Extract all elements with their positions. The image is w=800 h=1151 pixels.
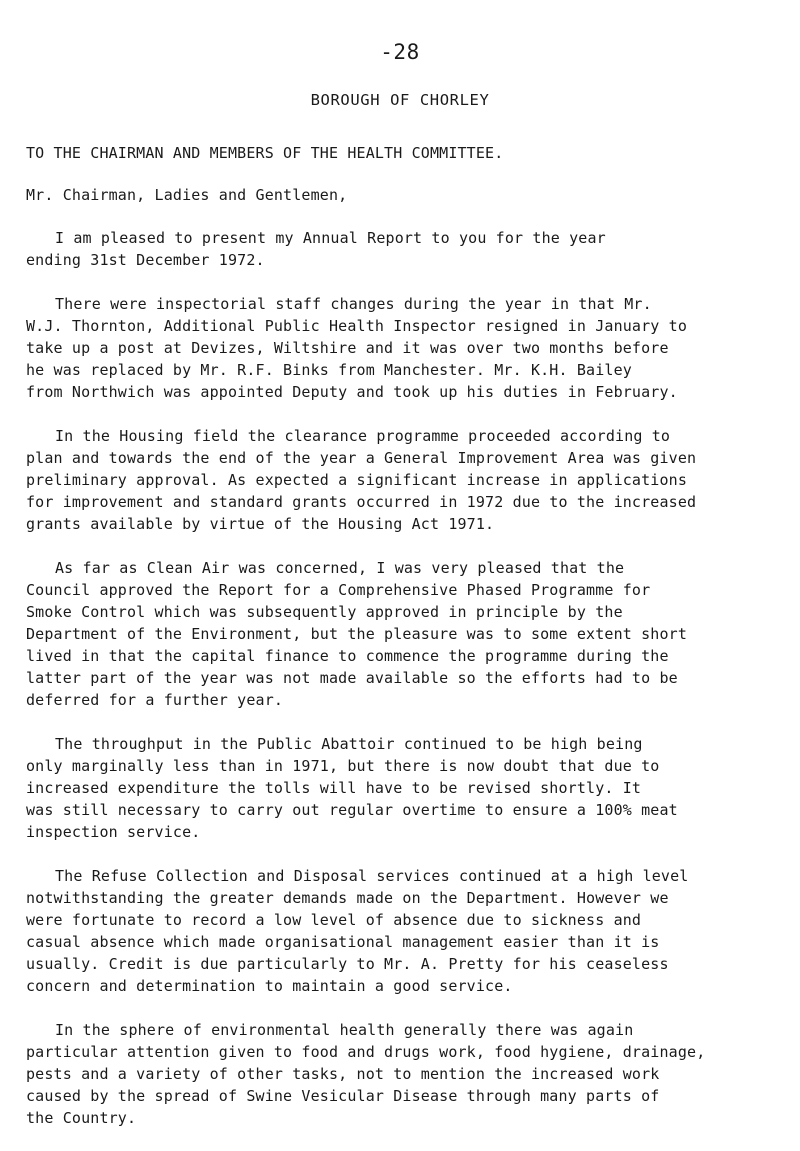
paragraph-line: grants available by virtue of the Housing Act 1971.: [26, 515, 495, 533]
paragraph-intro: [26, 227, 796, 271]
paragraph-line: pests and a variety of other tasks, not to mention the increased work: [26, 1065, 660, 1083]
paragraph-line: There were inspectorial staff changes during the year in that Mr.: [55, 295, 652, 313]
paragraph-line: casual absence which made organisational management easier than it is: [26, 933, 660, 951]
addressee-line: TO THE CHAIRMAN AND MEMBERS OF THE HEALTH COMMITTEE.: [26, 144, 504, 162]
paragraph-line: As far as Clean Air was concerned, I was very pleased that the: [55, 559, 625, 577]
document-heading: BOROUGH OF CHORLEY: [310, 91, 490, 109]
paragraph-line: from Northwich was appointed Deputy and took up his duties in February.: [26, 383, 678, 401]
paragraph-abattoir: [26, 733, 796, 843]
paragraph-line: lived in that the capital finance to commence the programme during the: [26, 647, 669, 665]
paragraph-line: only marginally less than in 1971, but there is now doubt that due to: [26, 757, 660, 775]
paragraph-line: concern and determination to maintain a good service.: [26, 977, 513, 995]
paragraph-line: increased expenditure the tolls will have to be revised shortly. It: [26, 779, 642, 797]
paragraph-line: Council approved the Report for a Comprehensive Phased Programme for: [26, 581, 651, 599]
paragraph-line: In the sphere of environmental health generally there was again: [55, 1021, 634, 1039]
paragraph-clean-air: [26, 557, 796, 711]
paragraph-staff-changes: [26, 293, 796, 403]
paragraph-line: deferred for a further year.: [26, 691, 284, 709]
paragraph-line: for improvement and standard grants occurred in 1972 due to the increased: [26, 493, 697, 511]
paragraph-line: preliminary approval. As expected a significant increase in applications: [26, 471, 688, 489]
paragraph-line: latter part of the year was not made available so the efforts had to be: [26, 669, 678, 687]
paragraph-line: Smoke Control which was subsequently approved in principle by the: [26, 603, 623, 621]
report-body: [26, 142, 796, 1151]
paragraph-line: particular attention given to food and drugs work, food hygiene, drainage,: [26, 1043, 706, 1061]
page-number: -28: [380, 40, 420, 64]
paragraph-line: I am pleased to present my Annual Report to you for the year: [55, 229, 606, 247]
paragraph-line: inspection service.: [26, 823, 201, 841]
paragraph-line: the Country.: [26, 1109, 137, 1127]
paragraph-line: were fortunate to record a low level of absence due to sickness and: [26, 911, 642, 929]
paragraph-line: In the Housing field the clearance programme proceeded according to: [55, 427, 671, 445]
paragraph-housing: [26, 425, 796, 535]
paragraph-line: ending 31st December 1972.: [26, 251, 265, 269]
paragraph-refuse: [26, 865, 796, 997]
paragraph-line: notwithstanding the greater demands made on the Department. However we: [26, 889, 669, 907]
paragraph-line: usually. Credit is due particularly to Mr. A. Pretty for his ceaseless: [26, 955, 669, 973]
paragraph-line: The throughput in the Public Abattoir continued to be high being: [55, 735, 643, 753]
paragraph-line: he was replaced by Mr. R.F. Binks from Manchester. Mr. K.H. Bailey: [26, 361, 632, 379]
paragraph-line: W.J. Thornton, Additional Public Health Inspector resigned in January to: [26, 317, 688, 335]
paragraph-line: The Refuse Collection and Disposal services continued at a high level: [55, 867, 689, 885]
paragraph-environmental-health: [26, 1019, 796, 1129]
paragraph-line: Department of the Environment, but the pleasure was to some extent short: [26, 625, 688, 643]
paragraph-line: plan and towards the end of the year a General Improvement Area was given: [26, 449, 697, 467]
salutation-line: Mr. Chairman, Ladies and Gentlemen,: [26, 186, 348, 204]
paragraph-line: caused by the spread of Swine Vesicular Disease through many parts of: [26, 1087, 660, 1105]
paragraph-line: take up a post at Devizes, Wiltshire and it was over two months before: [26, 339, 669, 357]
paragraph-line: was still necessary to carry out regular overtime to ensure a 100% meat: [26, 801, 678, 819]
